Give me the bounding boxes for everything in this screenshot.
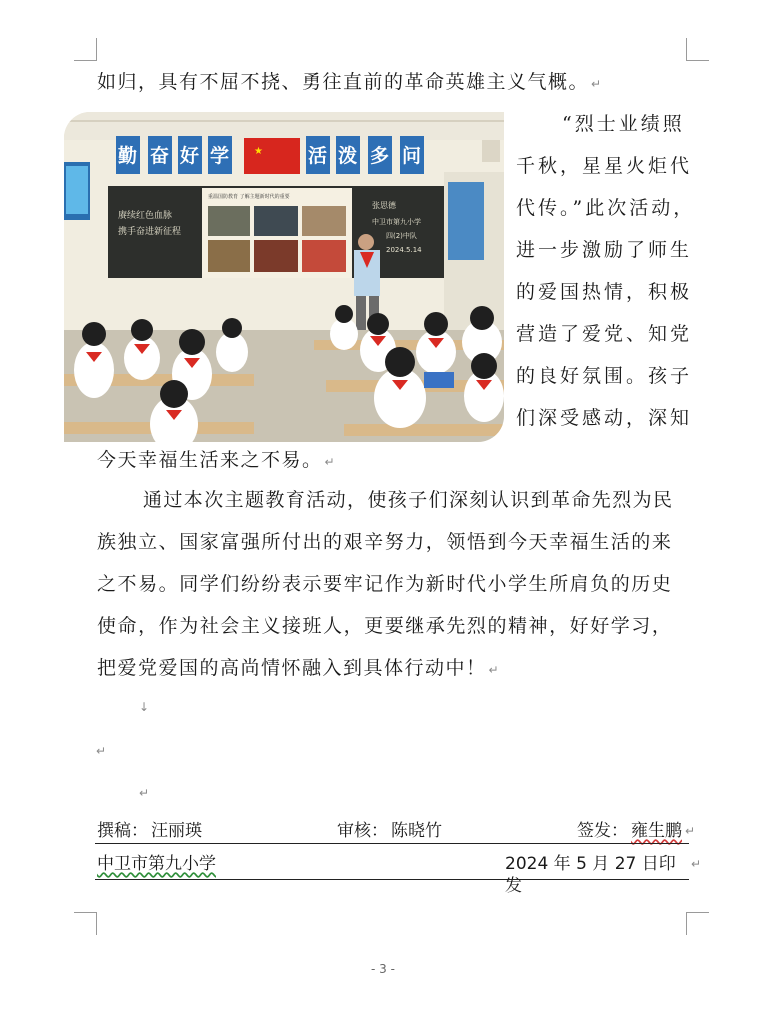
- blank-line-mark-1: ↓: [139, 700, 150, 714]
- blank-line-mark-2: ↵: [96, 744, 107, 758]
- issuer-name: 雍生鹏: [631, 821, 682, 841]
- banner-char-7: 多: [370, 145, 390, 167]
- banner: [116, 136, 424, 174]
- side-line-5: 的爱国热情，积极: [516, 281, 693, 303]
- side-line-2: 千秋，星星火炬代: [516, 155, 693, 177]
- classroom-photo: [64, 112, 504, 442]
- side-line-8: 们深受感动，深知: [516, 407, 693, 429]
- blackboard-right-line-4: 2024.5.14: [386, 246, 422, 254]
- crop-mark-top-right: [686, 38, 709, 61]
- school-name: 中卫市第九小学: [97, 854, 216, 874]
- side-line-1: “烈士业绩照: [562, 113, 685, 135]
- paragraph-line-5: 把爱党爱国的高尚情怀融入到具体行动中！ ↵: [97, 657, 499, 679]
- side-line-3: 代传。”此次活动，: [516, 197, 696, 219]
- paragraph-line-1: 通过本次主题教育活动，使孩子们深刻认识到革命先烈为民: [143, 489, 674, 511]
- banner-char-8: 问: [402, 145, 422, 167]
- side-line-7: 的良好氛围。孩子: [516, 365, 693, 387]
- banner-char-3: 好: [180, 145, 200, 167]
- reviewer-name: 陈晓竹: [391, 821, 442, 841]
- classroom-photo-illustration: [64, 112, 504, 442]
- banner-char-1: 勤: [118, 145, 138, 167]
- issuer-return-mark: ↵: [685, 824, 696, 838]
- issue-date: 2024 年 5 月 27 日印发: [505, 854, 676, 896]
- banner-char-2: 奋: [150, 145, 170, 167]
- footer-rule-top: [95, 843, 689, 844]
- body-line-after-photo: 今天幸福生活来之不易。 ↵: [97, 449, 335, 471]
- crop-mark-bottom-left: [74, 912, 97, 935]
- reviewer-label: 审核：: [337, 821, 388, 841]
- side-line-6: 营造了爱党、知党: [516, 323, 693, 345]
- crop-mark-bottom-right: [686, 912, 709, 935]
- author-name: 汪丽瑛: [151, 821, 202, 841]
- paragraph-line-2: 族独立、国家富强所付出的艰辛努力，领悟到今天幸福生活的来: [97, 531, 673, 553]
- page-number: - 3 -: [371, 962, 395, 976]
- author-label: 撰稿：: [97, 821, 148, 841]
- blackboard-left-line-2: 携手奋进新征程: [118, 227, 182, 237]
- blank-line-mark-3: ↵: [139, 786, 150, 800]
- national-flag: [244, 138, 300, 174]
- issuer-label: 签发：: [577, 821, 628, 841]
- svg-text:★: ★: [254, 146, 263, 157]
- date-return-mark: ↵: [691, 857, 702, 871]
- banner-char-6: 泼: [338, 145, 358, 167]
- banner-char-5: 活: [308, 145, 328, 167]
- body-line-top: 如归，具有不屈不挠、勇往直前的革命英雄主义气概。 ↵: [97, 71, 602, 93]
- footer-rule-bottom: [95, 879, 689, 880]
- blackboard-left-line-1: 赓续红色血脉: [118, 211, 173, 221]
- paragraph-line-3: 之不易。同学们纷纷表示要牢记作为新时代小学生所肩负的历史: [97, 573, 673, 595]
- banner-char-4: 学: [210, 145, 230, 167]
- blackboard-right-line-1: 张思德: [372, 201, 396, 210]
- side-line-4: 进一步激励了师生: [516, 239, 693, 261]
- slide-title: 重温国防教育 了解主题新时代的重要: [208, 194, 290, 200]
- paragraph-line-4: 使命，作为社会主义接班人，更要继承先烈的精神，好好学习，: [97, 615, 673, 637]
- blackboard-right-line-2: 中卫市第九小学: [372, 218, 421, 226]
- crop-mark-top-left: [74, 38, 97, 61]
- blackboard-right-line-3: 四(2)中队: [386, 232, 417, 240]
